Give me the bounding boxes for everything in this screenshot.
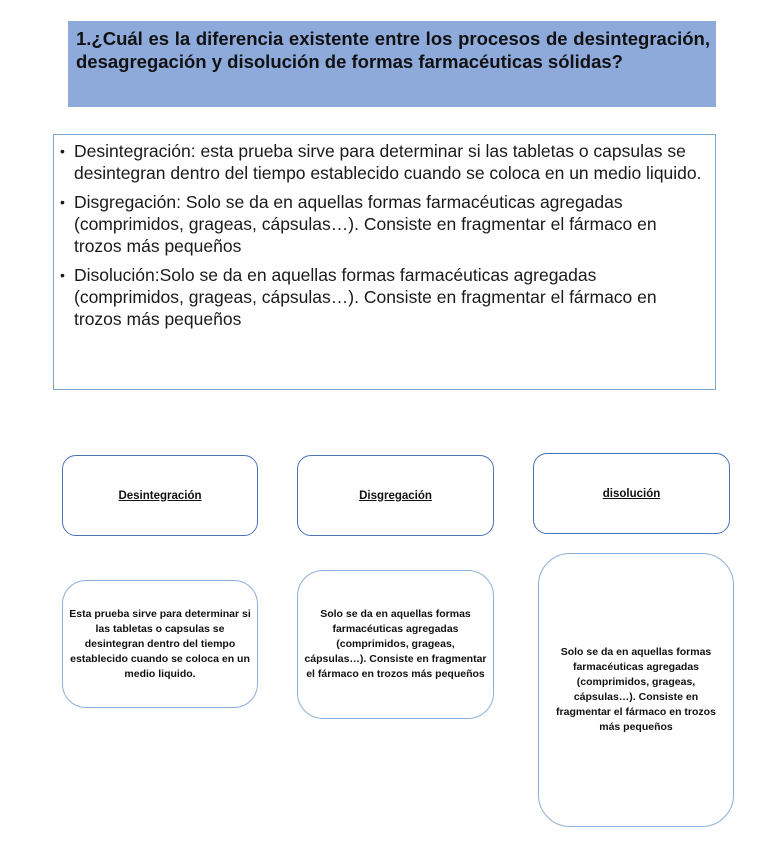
heading-box-desintegracion (62, 455, 258, 536)
bullet-icon: • (60, 194, 65, 210)
definitions-list (60, 140, 705, 330)
description-text: Solo se da en aquellas formas farmacéuticas agregadas (comprimidos, grageas, cápsulas…). Consiste en fragmentar el fármaco en trozos más pequeños (556, 646, 716, 733)
heading-label: Disgregación (359, 489, 432, 502)
definition-disgregacion (60, 191, 705, 257)
heading-box-disgregacion (297, 455, 494, 536)
heading-label: disolución (602, 487, 661, 500)
title-banner (68, 21, 716, 107)
definition-desintegracion (60, 140, 705, 184)
bullet-icon: • (60, 267, 65, 283)
bullet-icon: • (60, 143, 65, 159)
description-text: Esta prueba sirve para determinar si las tabletas o capsulas se desintegran dentro del tiempo establecido cuando se coloca en un medio liquido. (69, 607, 251, 680)
page-title: 1.¿Cuál es la diferencia existente entre los procesos de desintegración, desagregación y disolución de formas farmacéuticas sólidas? (76, 28, 710, 72)
description-box-disolucion (538, 553, 734, 827)
description-box-desintegracion (62, 580, 258, 708)
definition-disolucion (60, 264, 705, 330)
description-text: Solo se da en aquellas formas farmacéuticas agregadas (comprimidos, grageas, cápsulas…). Consiste en fragmentar el fármaco en trozos más pequeños (304, 608, 487, 680)
heading-box-disolucion (533, 453, 730, 534)
heading-label: Desintegración (118, 489, 202, 502)
description-box-disgregacion (297, 570, 494, 719)
definition-text: Disolución:Solo se da en aquellas formas farmacéuticas agregadas (comprimidos, grageas, cápsulas…). Consiste en fragmentar el fármaco en trozos más pequeños (74, 265, 657, 329)
definitions-panel (53, 134, 716, 390)
definition-text: Disgregación: Solo se da en aquellas formas farmacéuticas agregadas (comprimidos, grageas, cápsulas…). Consiste en fragmentar el fármaco en trozos más pequeños (74, 192, 657, 256)
definition-text: Desintegración: esta prueba sirve para determinar si las tabletas o capsulas se desintegran dentro del tiempo establecido cuando se coloca en un medio liquido. (74, 141, 702, 183)
